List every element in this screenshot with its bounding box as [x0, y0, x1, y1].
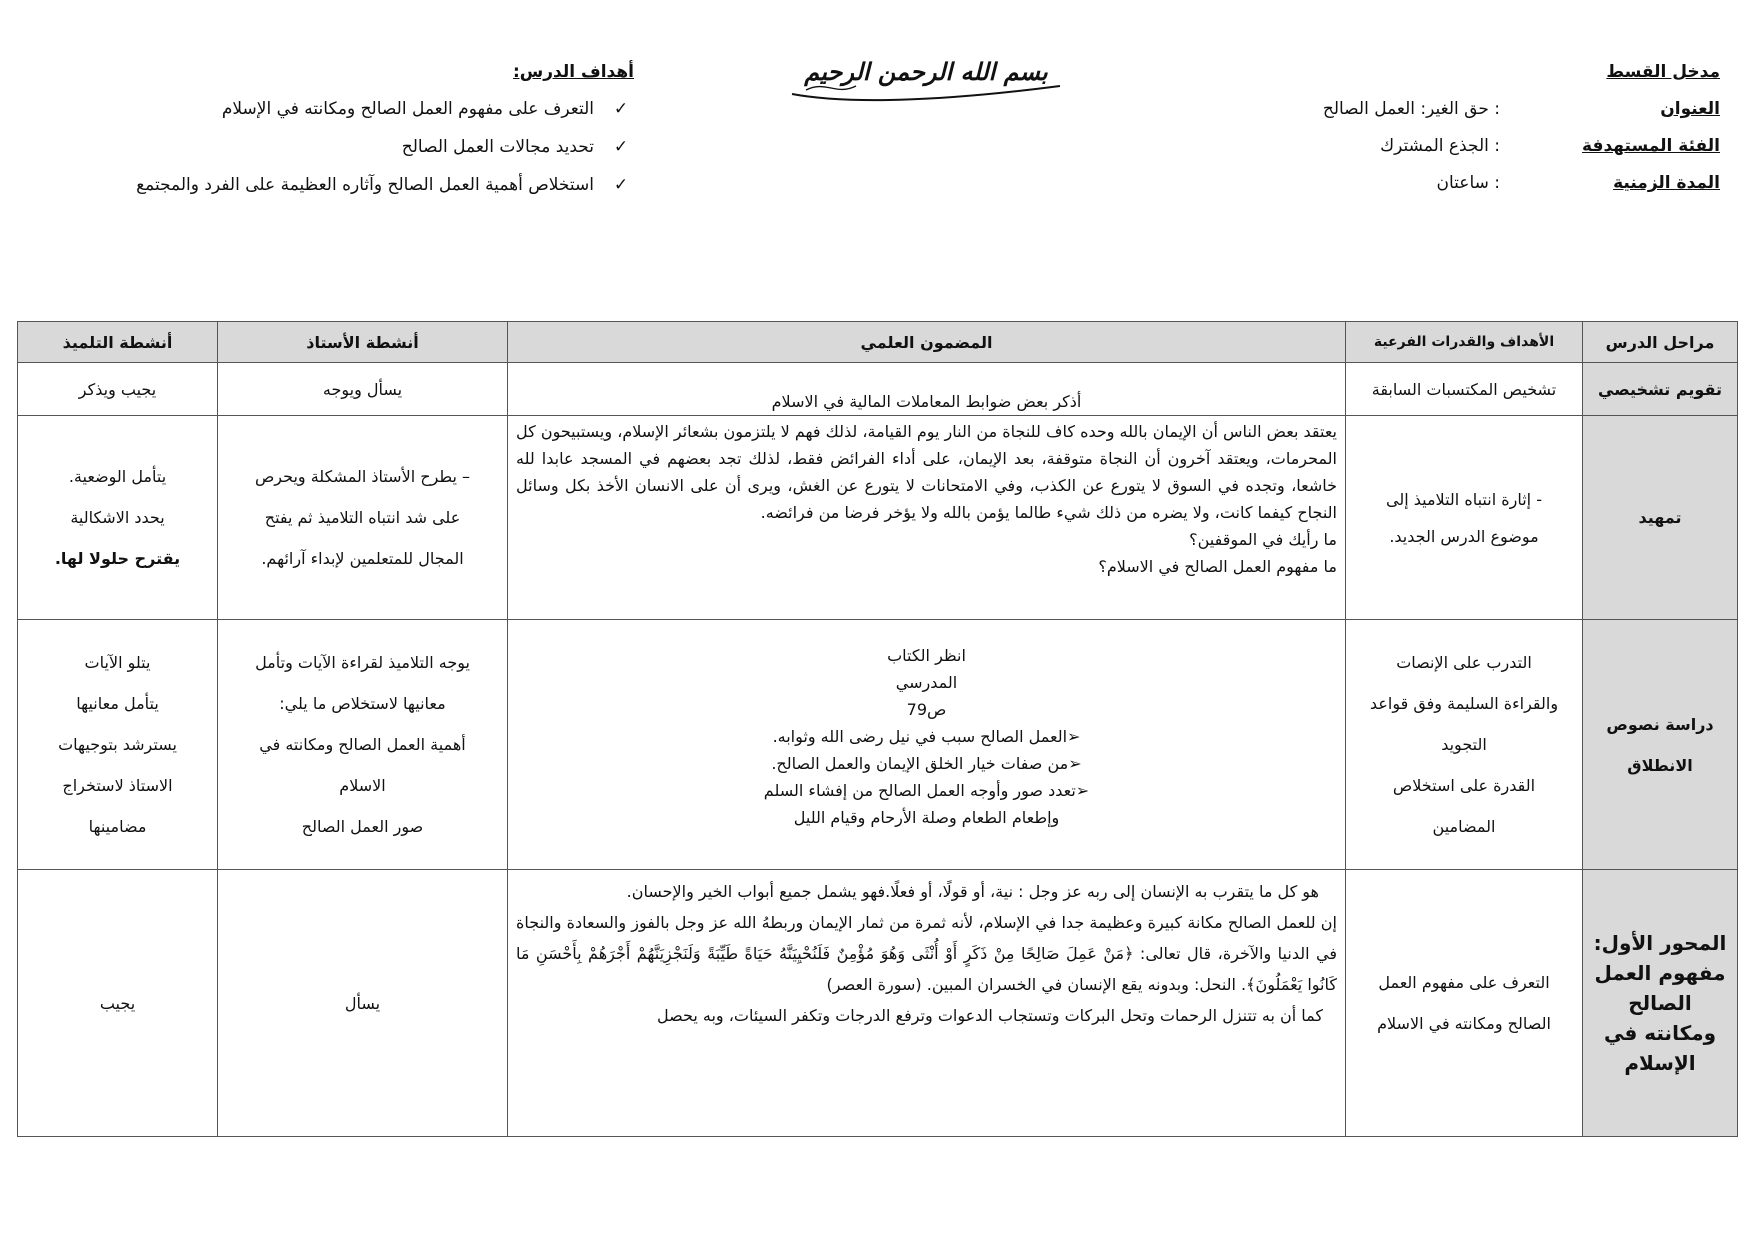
col-header-goals: الأهداف والقدرات الفرعية: [1346, 322, 1583, 363]
arrow-bullet-icon: ➢: [1075, 781, 1090, 800]
student-cell: يتأمل الوضعية. يحدد الاشكالية يقترح حلولا لها.: [18, 416, 218, 620]
lesson-info: [1240, 62, 1720, 210]
col-header-stages: مراحل الدرس: [1583, 322, 1738, 363]
target-group-value: : الجذع المشترك: [1380, 136, 1500, 156]
content-point: ➢العمل الصالح سبب في نيل رضى الله وثوابه.: [772, 727, 1081, 746]
stage-cell: دراسة نصوص الانطلاق: [1583, 620, 1738, 870]
stage-cell: تقويم تشخيصي: [1583, 363, 1738, 416]
content-cell: هو كل ما يتقرب به الإنسان إلى ربه عز وجل : نية، أو قولًا، أو فعلًا.فهو يشمل جميع أبواب الخير والإحسان. إن للعمل الصالح مكانة كبيرة وعظيمة جدا في الإسلام، لأنه ثمرة من ثمار الإيمان وربطهُ الله عز وجل بالفوز والسعادة والنجاة في الدنيا والآخرة، قال تعالى: ﴿مَنْ عَمِلَ صَالِحًا مِنْ ذَكَرٍ أَوْ أُنْثَى وَهُوَ مُؤْمِنٌ فَلَنُحْيِيَنَّهُ حَيَاةً طَيِّبَةً وَلَنَجْزِيَنَّهُمْ أَجْرَهُمْ بِأَحْسَنِ مَا كَانُوا يَعْمَلُونَ﴾. النحل: وبدونه يقع الإنسان في الخسران المبين. (سورة العصر) كما أن به تتنزل الرحمات وتحل البركات وتستجاب الدعوات وترفع الدرجات وتكفر السيئات، وبه يحصل: [508, 870, 1346, 1137]
teacher-cell: يسأل ويوجه: [218, 363, 508, 416]
student-cell: يجيب: [18, 870, 218, 1137]
objective-item: ✓تحديد مجالات العمل الصالح: [60, 137, 634, 175]
check-icon: ✓: [613, 99, 629, 119]
content-point: ➢تعدد صور وأوجه العمل الصالح من إفشاء السلم: [763, 781, 1090, 800]
student-cell: يتلو الآيات يتأمل معانيها يسترشد بتوجيهات الاستاذ لاستخراج مضامينها: [18, 620, 218, 870]
content-point: ➢من صفات خيار الخلق الإيمان والعمل الصالح.: [771, 754, 1082, 773]
goals-cell: - إثارة انتباه التلاميذ إلى موضوع الدرس الجديد.: [1346, 416, 1583, 620]
duration-label: المدة الزمنية: [1613, 173, 1720, 193]
teacher-cell: – يطرح الأستاذ المشكلة ويحرص على شد انتباه التلاميذ ثم يفتح المجال للمتعلمين لإبداء آرائهم.: [218, 416, 508, 620]
duration-value: : ساعتان: [1436, 173, 1500, 193]
objective-item: ✓استخلاص أهمية العمل الصالح وآثاره العظيمة على الفرد والمجتمع: [60, 175, 634, 213]
goals-cell: تشخيص المكتسبات السابقة: [1346, 363, 1583, 416]
check-icon: ✓: [613, 175, 629, 195]
table-row: [18, 870, 1738, 1137]
objectives-title: أهداف الدرس:: [512, 62, 634, 82]
content-cell: أذكر بعض ضوابط المعاملات المالية في الاسلام: [508, 363, 1346, 416]
section-entry-label: مدخل القسط: [1606, 62, 1720, 82]
check-icon: ✓: [613, 137, 629, 157]
table-row: [18, 416, 1738, 620]
title-value: : حق الغير: العمل الصالح: [1322, 99, 1500, 119]
table-header-row: [18, 322, 1738, 363]
col-header-teacher: أنشطة الأستاذ: [218, 322, 508, 363]
col-header-student: أنشطة التلميذ: [18, 322, 218, 363]
table-row: [18, 363, 1738, 416]
goals-cell: التدرب على الإنصات والقراءة السليمة وفق قواعد التجويد القدرة على استخلاص المضامين: [1346, 620, 1583, 870]
lesson-table: [17, 321, 1738, 1137]
stage-cell: تمهيد: [1583, 416, 1738, 620]
content-cell: يعتقد بعض الناس أن الإيمان بالله وحده كاف للنجاة من النار يوم القيامة، لذلك فهم لا يلتزمون بشعائر الإسلام، ويستبيحون كل المحرمات، ويعتقد آخرون أن النجاة متوقفة، بعد الإيمان، على أداء الفرائض فقط، لذلك تجد بعضهم في المسجد عابدا لله خاشعا، وتجده في السوق لا يتورع عن الكذب، وفي الامتحانات لا يتورع عن الغش، ويرى أن على الانسان الأخذ بكل وسائل النجاح كيفما كانت، ولا يضره من ذلك شيء طالما يؤمن بالله ولا يؤخر فرضا من فرائضه. ما رأيك في الموقفين؟ ما مفهوم العمل الصالح في الاسلام؟: [508, 416, 1346, 620]
basmala-text: بسم الله الرحمن الرحيم: [804, 57, 1048, 86]
stage-cell: المحور الأول: مفهوم العمل الصالح ومكانته في الإسلام: [1583, 870, 1738, 1137]
basmala-calligraphy: [786, 50, 1066, 110]
col-header-content: المضمون العلمي: [508, 322, 1346, 363]
arrow-bullet-icon: ➢: [1068, 754, 1082, 773]
lesson-objectives: [60, 62, 634, 213]
content-cell: انظر الكتاب المدرسي ص79 ➢العمل الصالح سبب في نيل رضى الله وثوابه. ➢من صفات خيار الخلق الإيمان والعمل الصالح. ➢تعدد صور وأوجه العمل الصالح من إفشاء السلم وإطعام الطعام وصلة الأرحام وقيام الليل: [508, 620, 1346, 870]
teacher-cell: يسأل: [218, 870, 508, 1137]
objective-item: ✓التعرف على مفهوم العمل الصالح ومكانته في الإسلام: [60, 99, 634, 137]
arrow-bullet-icon: ➢: [1067, 727, 1081, 746]
goals-cell: التعرف على مفهوم العمل الصالح ومكانته في الاسلام: [1346, 870, 1583, 1137]
target-group-label: الفئة المستهدفة: [1582, 136, 1720, 156]
student-cell: يجيب ويذكر: [18, 363, 218, 416]
table-row: [18, 620, 1738, 870]
title-label: العنوان: [1660, 99, 1720, 119]
teacher-cell: يوجه التلاميذ لقراءة الآيات وتأمل معانيها لاستخلاص ما يلي: أهمية العمل الصالح ومكانته في الاسلام صور العمل الصالح: [218, 620, 508, 870]
